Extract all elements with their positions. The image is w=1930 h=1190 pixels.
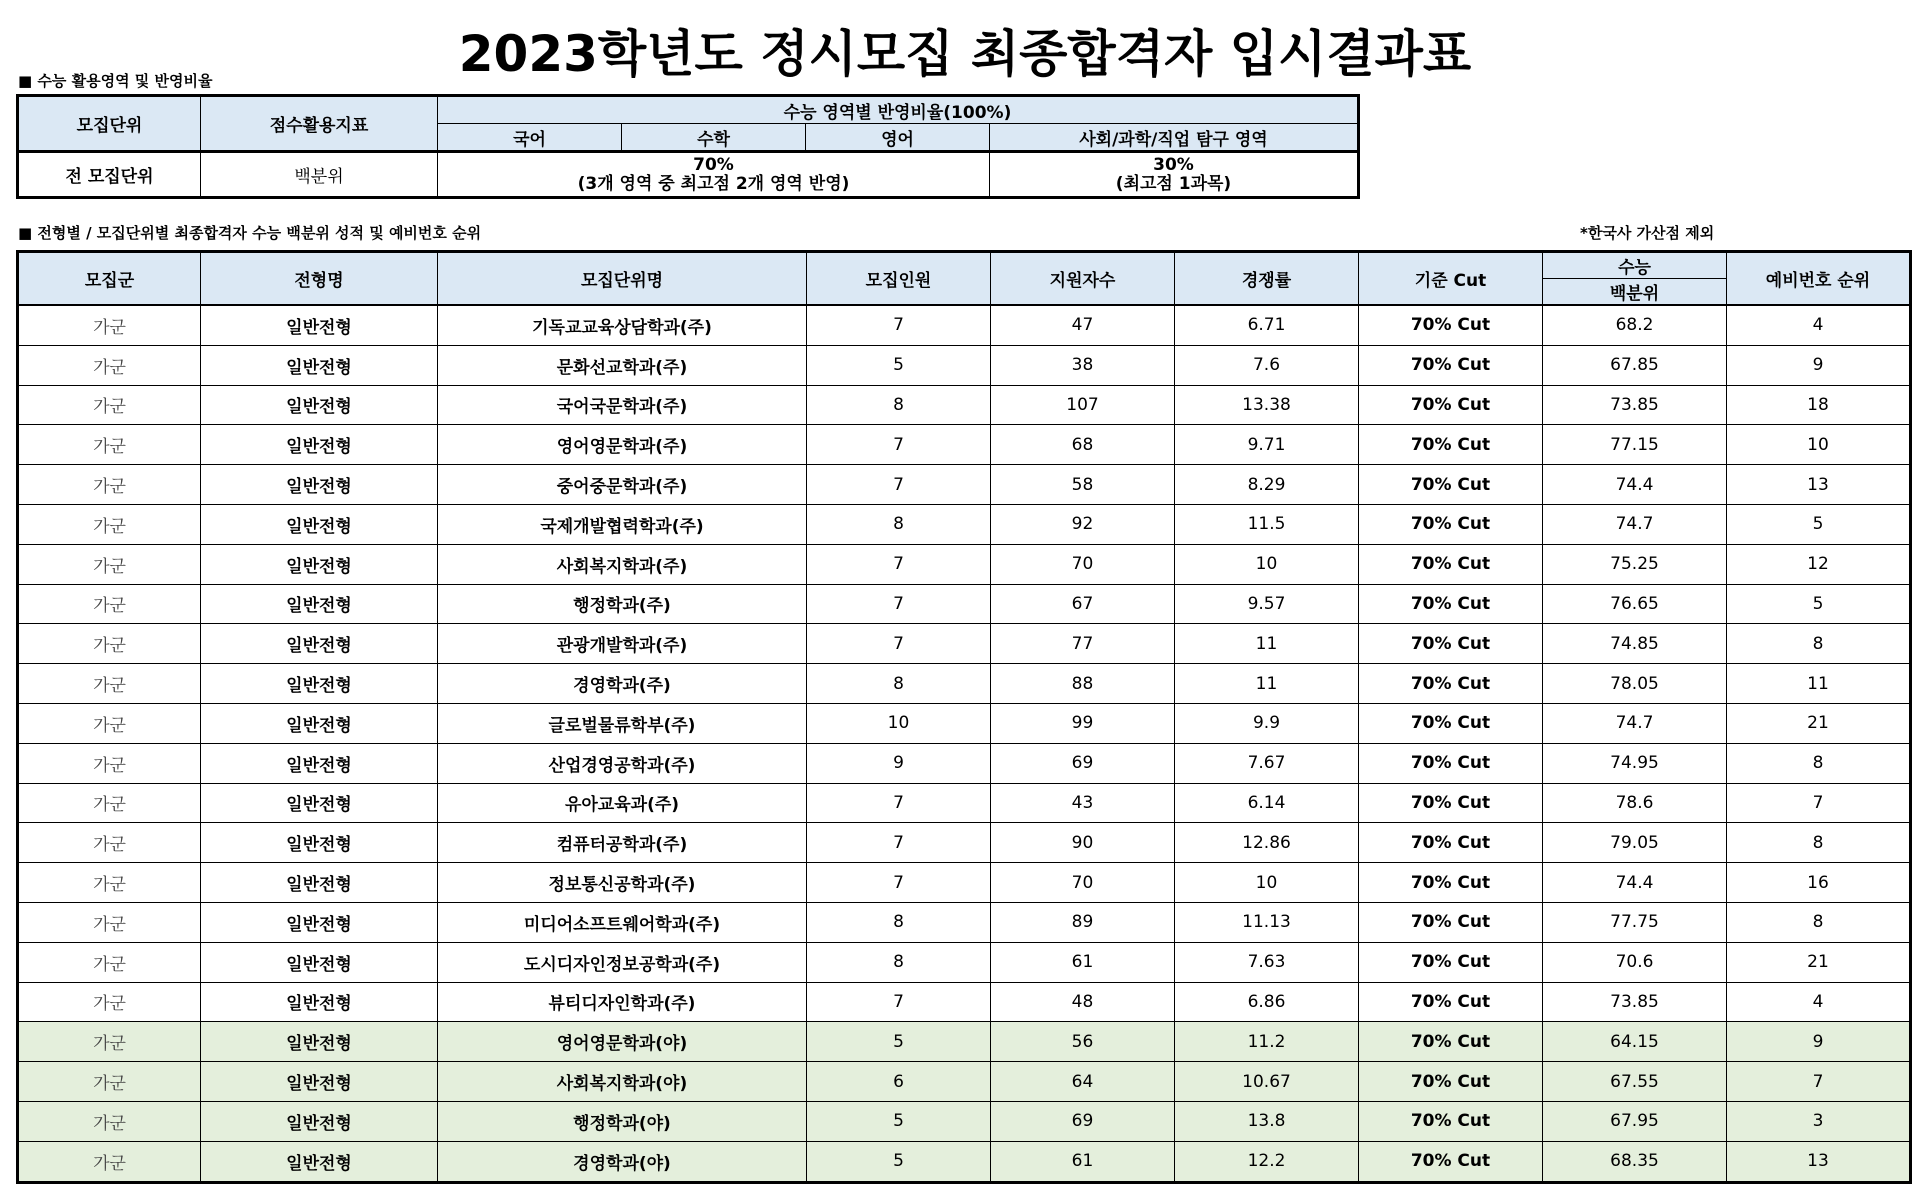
table-row [18,664,1911,704]
cell-waitlist: 7 [1727,783,1911,823]
cell-applicants: 92 [991,504,1175,544]
cell-cut: 70% Cut [1359,624,1543,664]
cell-competition: 13.38 [1175,385,1359,425]
cell-unit: 경영학과(야) [438,1141,807,1182]
col-waitlist: 예비번호 순위 [1727,252,1911,306]
cell-unit: 도시디자인정보공학과(주) [438,942,807,982]
cell-applicants: 61 [991,942,1175,982]
ratio-inquiry-pct: 30% [1153,154,1194,175]
cell-applicants: 88 [991,664,1175,704]
cell-group: 가군 [18,982,201,1022]
cell-group: 가군 [18,425,201,465]
cell-competition: 7.6 [1175,345,1359,385]
cell-applicants: 61 [991,1141,1175,1182]
cell-unit: 영어영문학과(야) [438,1022,807,1062]
cell-unit: 유아교육과(주) [438,783,807,823]
cell-unit: 산업경영공학과(주) [438,743,807,783]
cell-group: 가군 [18,1101,201,1141]
cell-group: 가군 [18,544,201,584]
cell-competition: 11.2 [1175,1022,1359,1062]
cell-competition: 6.71 [1175,305,1359,345]
cell-group: 가군 [18,385,201,425]
cell-group: 가군 [18,305,201,345]
cell-competition: 11 [1175,624,1359,664]
table-row [18,345,1911,385]
cell-applicants: 77 [991,624,1175,664]
cell-group: 가군 [18,863,201,903]
cell-group: 가군 [18,664,201,704]
cell-percentile: 74.4 [1543,863,1727,903]
cell-waitlist: 9 [1727,345,1911,385]
cell-type: 일반전형 [201,544,438,584]
cell-group: 가군 [18,465,201,505]
cell-quota: 6 [807,1062,991,1102]
cell-cut: 70% Cut [1359,1062,1543,1102]
cell-quota: 7 [807,305,991,345]
cell-unit: 정보통신공학과(주) [438,863,807,903]
col-percentile-label: 백분위 [1609,284,1660,304]
cell-unit: 중어중문학과(주) [438,465,807,505]
cell-waitlist: 7 [1727,1062,1911,1102]
cell-unit: 문화선교학과(주) [438,345,807,385]
cell-quota: 7 [807,584,991,624]
cell-applicants: 58 [991,465,1175,505]
cell-percentile: 73.85 [1543,385,1727,425]
history-note: *한국사 가산점 제외 [1580,224,1715,242]
cell-competition: 6.86 [1175,982,1359,1022]
cell-type: 일반전형 [201,1062,438,1102]
col-group: 모집군 [18,252,201,306]
cell-type: 일반전형 [201,425,438,465]
cell-type: 일반전형 [201,584,438,624]
cell-percentile: 77.75 [1543,902,1727,942]
cell-group: 가군 [18,1141,201,1182]
table-row [18,1141,1911,1182]
ratio-table [16,94,1360,199]
cell-waitlist: 8 [1727,902,1911,942]
cell-percentile: 74.85 [1543,624,1727,664]
cell-percentile: 79.05 [1543,823,1727,863]
cell-percentile: 67.95 [1543,1101,1727,1141]
cell-unit: 국제개발협력학과(주) [438,504,807,544]
table-row [18,305,1911,345]
table-row [18,1022,1911,1062]
cell-unit: 사회복지학과(주) [438,544,807,584]
cell-type: 일반전형 [201,1101,438,1141]
table-row [18,863,1911,903]
cell-cut: 70% Cut [1359,1022,1543,1062]
col-unit: 모집단위명 [438,252,807,306]
col-cut: 기준 Cut [1359,252,1543,306]
cell-waitlist: 13 [1727,1141,1911,1182]
cell-quota: 8 [807,664,991,704]
cell-applicants: 99 [991,703,1175,743]
cell-cut: 70% Cut [1359,942,1543,982]
cell-unit: 기독교교육상담학과(주) [438,305,807,345]
cell-group: 가군 [18,1022,201,1062]
cell-type: 일반전형 [201,305,438,345]
cell-competition: 12.2 [1175,1141,1359,1182]
cell-waitlist: 8 [1727,624,1911,664]
ratio-unit-cell: 전 모집단위 [18,152,201,198]
cell-type: 일반전형 [201,1141,438,1182]
table-row [18,465,1911,505]
cell-waitlist: 5 [1727,504,1911,544]
cell-percentile: 68.35 [1543,1141,1727,1182]
ratio-inquiry-note: (최고점 1과목) [1115,173,1232,194]
table-row [18,584,1911,624]
cell-waitlist: 4 [1727,305,1911,345]
cell-applicants: 70 [991,863,1175,903]
cell-competition: 7.63 [1175,942,1359,982]
cell-percentile: 78.05 [1543,664,1727,704]
cell-cut: 70% Cut [1359,902,1543,942]
cell-group: 가군 [18,1062,201,1102]
table-row [18,703,1911,743]
cell-competition: 9.71 [1175,425,1359,465]
table-row [18,942,1911,982]
cell-quota: 7 [807,544,991,584]
cell-type: 일반전형 [201,703,438,743]
cell-competition: 8.29 [1175,465,1359,505]
cell-cut: 70% Cut [1359,982,1543,1022]
cell-type: 일반전형 [201,664,438,704]
table-row [18,902,1911,942]
cell-waitlist: 8 [1727,823,1911,863]
cell-waitlist: 9 [1727,1022,1911,1062]
cell-percentile: 74.95 [1543,743,1727,783]
cell-competition: 10.67 [1175,1062,1359,1102]
table-row [18,982,1911,1022]
cell-cut: 70% Cut [1359,863,1543,903]
cell-percentile: 68.2 [1543,305,1727,345]
cell-waitlist: 21 [1727,942,1911,982]
cell-competition: 11.13 [1175,902,1359,942]
cell-percentile: 64.15 [1543,1022,1727,1062]
cell-group: 가군 [18,783,201,823]
cell-type: 일반전형 [201,982,438,1022]
cell-quota: 5 [807,1101,991,1141]
cell-competition: 9.9 [1175,703,1359,743]
cell-group: 가군 [18,743,201,783]
cell-applicants: 43 [991,783,1175,823]
cell-competition: 12.86 [1175,823,1359,863]
table-row [18,1101,1911,1141]
cell-type: 일반전형 [201,1022,438,1062]
cell-waitlist: 11 [1727,664,1911,704]
cell-quota: 7 [807,823,991,863]
cell-quota: 8 [807,385,991,425]
ratio-index-cell: 백분위 [201,152,438,198]
section-heading-ratio: ■ 수능 활용영역 및 반영비율 [18,72,213,90]
cell-unit: 뷰티디자인학과(주) [438,982,807,1022]
cell-type: 일반전형 [201,504,438,544]
cell-quota: 7 [807,982,991,1022]
cell-unit: 영어영문학과(주) [438,425,807,465]
cell-percentile: 67.55 [1543,1062,1727,1102]
cell-unit: 관광개발학과(주) [438,624,807,664]
cell-competition: 9.57 [1175,584,1359,624]
col-suneung [1543,252,1727,306]
ratio-inquiry-cell [990,152,1359,198]
cell-applicants: 47 [991,305,1175,345]
cell-competition: 6.14 [1175,783,1359,823]
cell-unit: 행정학과(주) [438,584,807,624]
table-row [18,743,1911,783]
cell-applicants: 48 [991,982,1175,1022]
cell-percentile: 78.6 [1543,783,1727,823]
results-table [16,250,1912,1184]
cell-applicants: 70 [991,544,1175,584]
cell-competition: 7.67 [1175,743,1359,783]
cell-waitlist: 16 [1727,863,1911,903]
page-title: 2023학년도 정시모집 최종합격자 입시결과표 [458,25,1472,83]
cell-applicants: 64 [991,1062,1175,1102]
cell-quota: 7 [807,465,991,505]
cell-cut: 70% Cut [1359,425,1543,465]
cell-group: 가군 [18,584,201,624]
header-unit: 모집단위 [18,96,201,152]
cell-cut: 70% Cut [1359,544,1543,584]
cell-waitlist: 18 [1727,385,1911,425]
cell-quota: 9 [807,743,991,783]
header-ratio: 수능 영역별 반영비율(100%) [438,96,1359,124]
cell-percentile: 74.7 [1543,703,1727,743]
cell-waitlist: 21 [1727,703,1911,743]
col-applicants: 지원자수 [991,252,1175,306]
cell-cut: 70% Cut [1359,703,1543,743]
cell-unit: 국어국문학과(주) [438,385,807,425]
col-quota: 모집인원 [807,252,991,306]
cell-applicants: 107 [991,385,1175,425]
cell-cut: 70% Cut [1359,305,1543,345]
cell-group: 가군 [18,703,201,743]
cell-applicants: 56 [991,1022,1175,1062]
cell-percentile: 67.85 [1543,345,1727,385]
cell-applicants: 69 [991,1101,1175,1141]
cell-quota: 5 [807,345,991,385]
cell-waitlist: 4 [1727,982,1911,1022]
cell-percentile: 77.15 [1543,425,1727,465]
ratio-main-note: (3개 영역 중 최고점 2개 영역 반영) [577,173,850,194]
cell-unit: 미디어소프트웨어학과(주) [438,902,807,942]
cell-type: 일반전형 [201,902,438,942]
header-korean: 국어 [438,124,622,152]
cell-waitlist: 10 [1727,425,1911,465]
cell-type: 일반전형 [201,823,438,863]
table-row [18,624,1911,664]
cell-competition: 10 [1175,863,1359,903]
cell-waitlist: 13 [1727,465,1911,505]
cell-group: 가군 [18,345,201,385]
cell-applicants: 67 [991,584,1175,624]
table-row [18,544,1911,584]
cell-applicants: 38 [991,345,1175,385]
cell-type: 일반전형 [201,465,438,505]
cell-applicants: 69 [991,743,1175,783]
cell-waitlist: 3 [1727,1101,1911,1141]
cell-group: 가군 [18,624,201,664]
cell-percentile: 74.7 [1543,504,1727,544]
header-english: 영어 [806,124,990,152]
cell-group: 가군 [18,823,201,863]
cell-competition: 13.8 [1175,1101,1359,1141]
cell-unit: 컴퓨터공학과(주) [438,823,807,863]
header-math: 수학 [622,124,806,152]
cell-unit: 사회복지학과(야) [438,1062,807,1102]
cell-quota: 8 [807,902,991,942]
cell-cut: 70% Cut [1359,345,1543,385]
cell-quota: 7 [807,783,991,823]
cell-type: 일반전형 [201,345,438,385]
cell-cut: 70% Cut [1359,743,1543,783]
cell-cut: 70% Cut [1359,783,1543,823]
header-score-index: 점수활용지표 [201,96,438,152]
cell-unit: 행정학과(야) [438,1101,807,1141]
cell-type: 일반전형 [201,385,438,425]
header-inquiry: 사회/과학/직업 탐구 영역 [990,124,1359,152]
table-row [18,823,1911,863]
cell-waitlist: 12 [1727,544,1911,584]
cell-percentile: 76.65 [1543,584,1727,624]
col-suneung-label: 수능 [1543,253,1726,279]
table-row [18,504,1911,544]
cell-applicants: 68 [991,425,1175,465]
cell-cut: 70% Cut [1359,1141,1543,1182]
cell-quota: 7 [807,425,991,465]
cell-type: 일반전형 [201,783,438,823]
cell-cut: 70% Cut [1359,664,1543,704]
col-type: 전형명 [201,252,438,306]
table-row [18,425,1911,465]
cell-competition: 11.5 [1175,504,1359,544]
cell-percentile: 70.6 [1543,942,1727,982]
ratio-main-cell [438,152,990,198]
ratio-main-pct: 70% [693,154,734,175]
cell-quota: 10 [807,703,991,743]
cell-percentile: 74.4 [1543,465,1727,505]
results-body [18,305,1911,1182]
cell-cut: 70% Cut [1359,584,1543,624]
cell-type: 일반전형 [201,743,438,783]
cell-waitlist: 8 [1727,743,1911,783]
cell-group: 가군 [18,902,201,942]
col-competition: 경쟁률 [1175,252,1359,306]
cell-type: 일반전형 [201,624,438,664]
section-heading-results: ■ 전형별 / 모집단위별 최종합격자 수능 백분위 성적 및 예비번호 순위 [18,224,482,242]
cell-cut: 70% Cut [1359,504,1543,544]
cell-unit: 경영학과(주) [438,664,807,704]
cell-waitlist: 5 [1727,584,1911,624]
cell-type: 일반전형 [201,942,438,982]
cell-cut: 70% Cut [1359,465,1543,505]
cell-percentile: 73.85 [1543,982,1727,1022]
cell-quota: 5 [807,1141,991,1182]
cell-competition: 10 [1175,544,1359,584]
cell-unit: 글로벌물류학부(주) [438,703,807,743]
cell-type: 일반전형 [201,863,438,903]
cell-applicants: 89 [991,902,1175,942]
cell-quota: 7 [807,863,991,903]
table-row [18,1062,1911,1102]
cell-cut: 70% Cut [1359,385,1543,425]
cell-competition: 11 [1175,664,1359,704]
cell-cut: 70% Cut [1359,823,1543,863]
cell-quota: 7 [807,624,991,664]
cell-quota: 5 [807,1022,991,1062]
cell-applicants: 90 [991,823,1175,863]
table-row [18,783,1911,823]
cell-group: 가군 [18,504,201,544]
cell-quota: 8 [807,504,991,544]
cell-group: 가군 [18,942,201,982]
cell-quota: 8 [807,942,991,982]
cell-percentile: 75.25 [1543,544,1727,584]
cell-cut: 70% Cut [1359,1101,1543,1141]
table-row [18,385,1911,425]
